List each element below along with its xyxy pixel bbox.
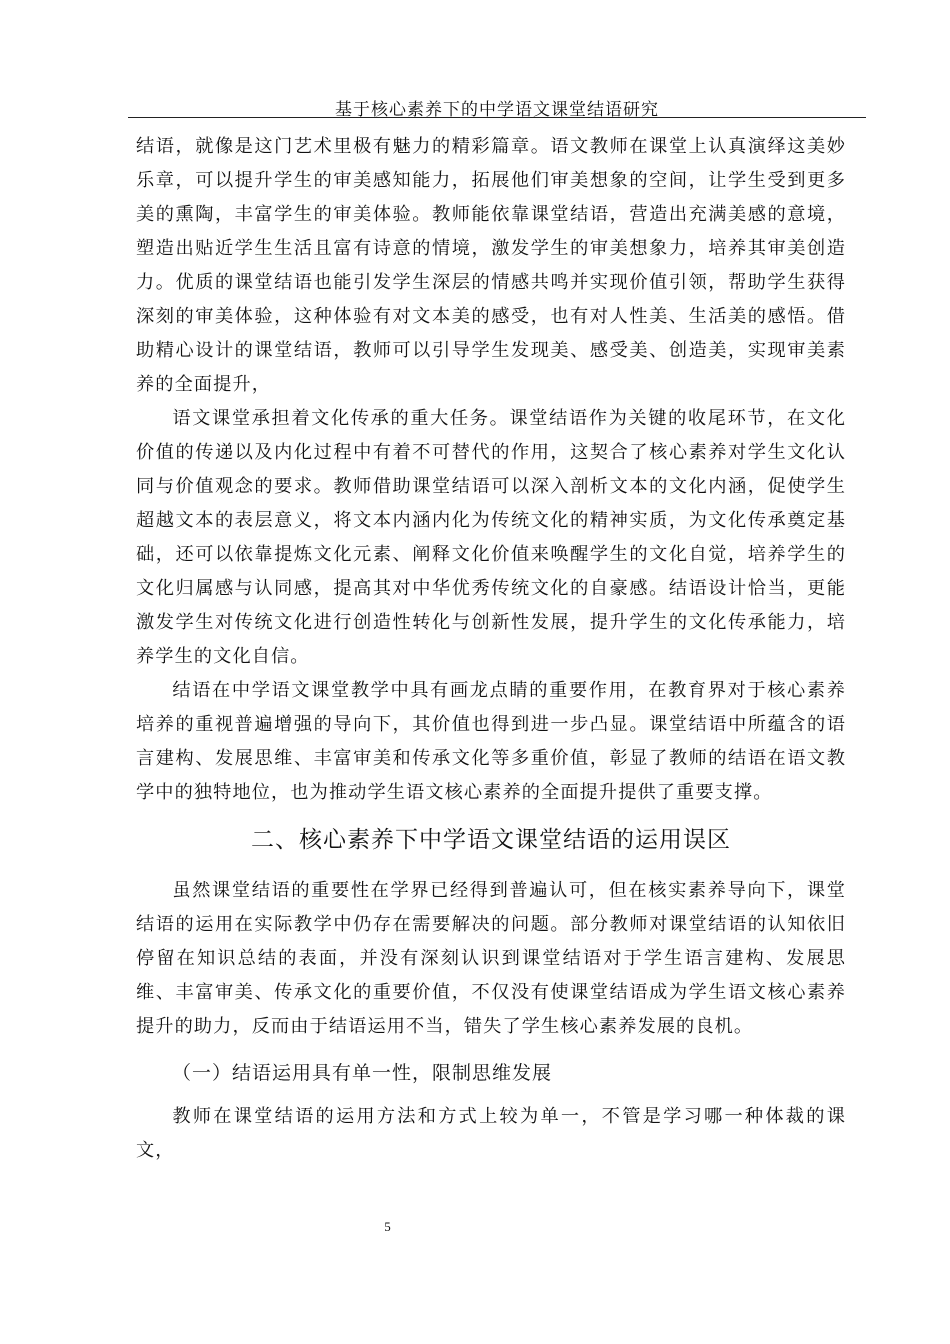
paragraph-summary: 结语在中学语文课堂教学中具有画龙点睛的重要作用，在教育界对于核心素养培养的重视普遍增强的导向下，其价值也得到进一步凸显。课堂结语中所蕴含的语言建构、发展思维、丰富审美和传承文化等多重价值，彰显了教师的结语在语文教学中的独特地位，也为推动学生语文核心素养的全面提升提供了重要支撑。 [136,680,846,803]
paragraph-section-intro: 虽然课堂结语的重要性在学界已经得到普遍认可，但在核实素养导向下，课堂结语的运用在实际教学中仍存在需要解决的问题。部分教师对课堂结语的认知依旧停留在知识总结的表面，并没有深刻认识到课堂结语对于学生语言建构、发展思维、丰富审美、传承文化的重要价值，不仅没有使课堂结语成为学生语文核心素养提升的助力，反而由于结语运用不当，错失了学生核心素养发展的良机。 [136,880,846,1037]
paragraph-aesthetic: 结语，就像是这门艺术里极有魅力的精彩篇章。语文教师在课堂上认真演绎这美妙乐章，可以提升学生的审美感知能力，拓展他们审美想象的空间，让学生受到更多美的熏陶，丰富学生的审美体验。教师能依靠课堂结语，营造出充满美感的意境，塑造出贴近学生生活且富有诗意的情境，激发学生的审美想象力，培养其审美创造力。优质的课堂结语也能引发学生深层的情感共鸣并实现价值引领，帮助学生获得深刻的审美体验，这种体验有对文本美的感受，也有对人性美、生活美的感悟。借助精心设计的课堂结语，教师可以引导学生发现美、感受美、创造美，实现审美素养的全面提升， [136,136,846,395]
paragraph-subsection-start: 教师在课堂结语的运用方法和方式上较为单一，不管是学习哪一种体裁的课文， [136,1106,846,1161]
header-rule [128,117,866,118]
running-header-title: 基于核心素养下的中学语文课堂结语研究 [335,100,659,120]
subsection-heading: （一）结语运用具有单一性，限制思维发展 [172,1062,553,1084]
page-number: 5 [384,1219,391,1234]
page-body [136,130,846,1168]
section-heading: 二、核心素养下中学语文课堂结语的运用误区 [251,827,731,853]
paragraph-culture: 语文课堂承担着文化传承的重大任务。课堂结语作为关键的收尾环节，在文化价值的传递以及内化过程中有着不可替代的作用，这契合了核心素养对学生文化认同与价值观念的要求。教师借助课堂结语可以深入剖析文本的文化内涵，促使学生超越文本的表层意义，将文本内涵内化为传统文化的精神实质，为文化传承奠定基础，还可以依靠提炼文化元素、阐释文化价值来唤醒学生的文化自觉，培养学生的文化归属感与认同感，提高其对中华优秀传统文化的自豪感。结语设计恰当，更能激发学生对传统文化进行创造性转化与创新性发展，提升学生的文化传承能力，培养学生的文化自信。 [136,408,846,667]
